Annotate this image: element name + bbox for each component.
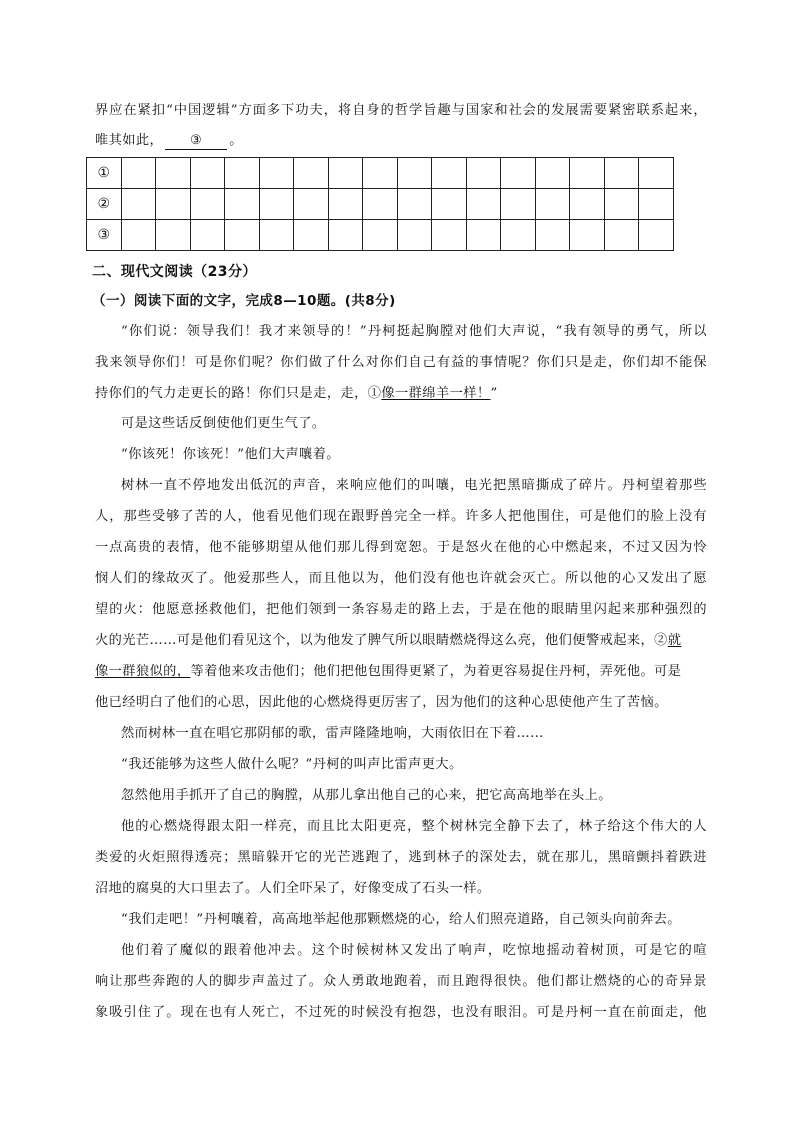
answer-grid-cell[interactable]	[501, 158, 536, 189]
answer-grid-cell[interactable]	[466, 220, 501, 251]
passage-p2: 可是这些话反倒使他们更生气了。	[121, 416, 326, 431]
question-marker-1: ①	[367, 386, 382, 401]
passage-p8-line-3: 沼地的腐臭的大口里去了。人们全吓呆了，好像变成了石头一样。	[95, 881, 491, 896]
answer-grid-cell[interactable]	[294, 189, 329, 220]
answer-grid-cell[interactable]	[259, 220, 294, 251]
passage-p10-line-1: 他们着了魔似的跟着他冲去。这个时候树林又发出了响声，吃惊地摇动着树顶，可是它的喧	[121, 943, 707, 958]
answer-grid-row-label: ①	[87, 158, 122, 189]
answer-grid-cell[interactable]	[639, 158, 674, 189]
passage-p4-line-7-text: 等着他来攻击他们；他们把他包围得更紧了，为着更容易捉住丹柯，弄死他。可是	[190, 664, 682, 679]
passage-p1-line-1: “你们说：领导我们！我才来领导的！”丹柯挺起胸膛对他们大声说，“我有领导的勇气，所以	[121, 324, 707, 339]
underlined-phrase-1: 像一群绵羊一样！	[381, 386, 491, 401]
answer-grid-cell[interactable]	[121, 189, 156, 220]
passage-p8-line-1: 他的心燃烧得跟太阳一样亮，而且比太阳更亮，整个树林完全静下去了，林子给这个伟大的人	[121, 819, 707, 834]
answer-grid-cell[interactable]	[570, 220, 605, 251]
answer-grid-cell[interactable]	[639, 220, 674, 251]
passage-p8-line-2: 类爱的火炬照得透亮；黑暗躲开它的光芒逃跑了，逃到林子的深处去，就在那儿，黑暗颤抖着跌进	[95, 850, 707, 865]
answer-grid-cell[interactable]	[604, 158, 639, 189]
answer-grid-cell[interactable]	[121, 220, 156, 251]
passage-p1-line-3-text: 持你们的气力走更长的路！你们只是走，走，	[95, 386, 368, 401]
answer-grid-cell[interactable]	[570, 189, 605, 220]
section-subheading: （一）阅读下面的文字，完成8—10题。(共8分)	[92, 293, 396, 309]
answer-grid-cell[interactable]	[501, 220, 536, 251]
intro-line-2	[95, 131, 707, 151]
answer-grid-cell[interactable]	[604, 189, 639, 220]
answer-grid-row-label: ②	[87, 189, 122, 220]
intro-line-2-end: 。	[229, 133, 243, 148]
answer-grid-cell[interactable]	[432, 189, 467, 220]
answer-grid-cell[interactable]	[190, 158, 225, 189]
answer-grid-cell[interactable]	[432, 220, 467, 251]
intro-line-1: 界应在紧扣“中国逻辑”方面多下功夫，将自身的哲学旨趣与国家和社会的发展需要紧密联系起来，	[95, 103, 707, 118]
passage-p4-line-6	[95, 631, 707, 651]
answer-grid-cell[interactable]	[397, 158, 432, 189]
answer-grid-cell[interactable]	[225, 220, 260, 251]
answer-grid-cell[interactable]	[259, 158, 294, 189]
answer-blank-3[interactable]: ③	[165, 133, 227, 150]
answer-grid-cell[interactable]	[294, 220, 329, 251]
passage-p10-line-2: 响让那些奔跑的人的脚步声盖过了。众人勇敢地跑着，而且跑得很快。他们都让燃烧的心的奇异景	[95, 974, 707, 989]
answer-grid-cell[interactable]	[259, 189, 294, 220]
underlined-phrase-2a: 就	[667, 633, 682, 648]
passage-p4-line-8: 他已经明白了他们的心思，因此他的心燃烧得更厉害了，因为他们的这种心思使他产生了苦恼。	[95, 695, 668, 710]
answer-grid-cell[interactable]	[432, 158, 467, 189]
passage-p4-line-7	[95, 662, 707, 682]
answer-grid-row	[87, 158, 674, 189]
underlined-phrase-2b: 像一群狼似的，	[95, 664, 191, 679]
passage-p4-line-6-text: 火的光芒……可是他们看见这个，以为他发了脾气所以眼睛燃烧得这么亮，他们便警戒起来，	[95, 633, 655, 648]
answer-grid-cell[interactable]	[156, 220, 191, 251]
answer-grid-cell[interactable]	[535, 189, 570, 220]
answer-grid-cell[interactable]	[363, 220, 398, 251]
answer-grid-cell[interactable]	[190, 189, 225, 220]
answer-grid-cell[interactable]	[535, 158, 570, 189]
passage-p4-line-2: 人，那些受够了苦的人，他看见他们现在跟野兽完全一样。许多人把他围住，可是他们的脸上没有	[95, 509, 707, 524]
passage-p4-line-3: 一点高贵的表情，他不能够期望从他们那儿得到宽恕。于是怒火在他的心中燃起来，不过又因为怜	[95, 540, 707, 555]
answer-grid-cell[interactable]	[570, 158, 605, 189]
answer-grid-cell[interactable]	[328, 220, 363, 251]
answer-grid-cell[interactable]	[156, 158, 191, 189]
passage-p4-line-4: 悯人们的缘故灭了。他爱那些人，而且他以为，他们没有他也许就会灭亡。所以他的心又发出了愿	[95, 571, 707, 586]
passage-p4-line-5: 望的火：他愿意拯救他们，把他们领到一条容易走的路上去，于是在他的眼睛里闪起来那种强烈的	[95, 602, 707, 617]
answer-grid-cell[interactable]	[156, 189, 191, 220]
passage-p9: “我们走吧！”丹柯嚷着，高高地举起他那颗燃烧的心，给人们照亮道路，自己领头向前奔去。	[121, 912, 681, 927]
passage-p6: “我还能够为这些人做什么呢？”丹柯的叫声比雷声更大。	[121, 757, 463, 772]
question-marker-2: ②	[654, 633, 668, 648]
answer-grid-cell[interactable]	[225, 189, 260, 220]
answer-grid-cell[interactable]	[225, 158, 260, 189]
passage-p5: 然而树林一直在唱它那阴郁的歌，雷声隆隆地响，大雨依旧在下着……	[121, 726, 544, 741]
answer-grid-cell[interactable]	[604, 220, 639, 251]
answer-grid-cell[interactable]	[466, 158, 501, 189]
passage-p10-line-3: 象吸引住了。现在也有人死亡，不过死的时候没有抱怨，也没有眼泪。可是丹柯一直在前面走，他	[95, 1005, 707, 1020]
answer-grid-cell[interactable]	[363, 189, 398, 220]
answer-grid-cell[interactable]	[328, 189, 363, 220]
answer-grid-cell[interactable]	[190, 220, 225, 251]
answer-grid-cell[interactable]	[397, 189, 432, 220]
answer-grid-cell[interactable]	[121, 158, 156, 189]
passage-p1-line-3	[95, 384, 707, 404]
answer-grid-cell[interactable]	[363, 158, 398, 189]
answer-grid-row-label: ③	[87, 220, 122, 251]
section-heading: 二、现代文阅读（23分）	[92, 264, 257, 280]
answer-grid-cell[interactable]	[328, 158, 363, 189]
passage-p3: “你该死！你该死！”他们大声嚷着。	[121, 447, 340, 462]
answer-grid-cell[interactable]	[466, 189, 501, 220]
intro-line-2-text: 唯其如此，	[95, 133, 164, 148]
passage-p4-line-1: 树林一直不停地发出低沉的声音，来响应他们的叫嚷，电光把黑暗撕成了碎片。丹柯望着那些	[121, 478, 707, 493]
passage-p7: 忽然他用手抓开了自己的胸膛，从那儿拿出他自己的心来，把它高高地举在头上。	[121, 788, 612, 803]
answer-grid-cell[interactable]	[397, 220, 432, 251]
answer-grid-cell[interactable]	[535, 220, 570, 251]
passage-p1-line-3-end: ”	[490, 386, 498, 401]
answer-grid-row	[87, 189, 674, 220]
answer-grid-cell[interactable]	[294, 158, 329, 189]
answer-grid-row	[87, 220, 674, 251]
answer-grid	[86, 157, 674, 251]
answer-grid-cell[interactable]	[501, 189, 536, 220]
passage-p1-line-2: 我来领导你们！可是你们呢？你们做了什么对你们自己有益的事情呢？你们只是走，你们却不能保	[95, 355, 707, 370]
answer-grid-cell[interactable]	[639, 189, 674, 220]
